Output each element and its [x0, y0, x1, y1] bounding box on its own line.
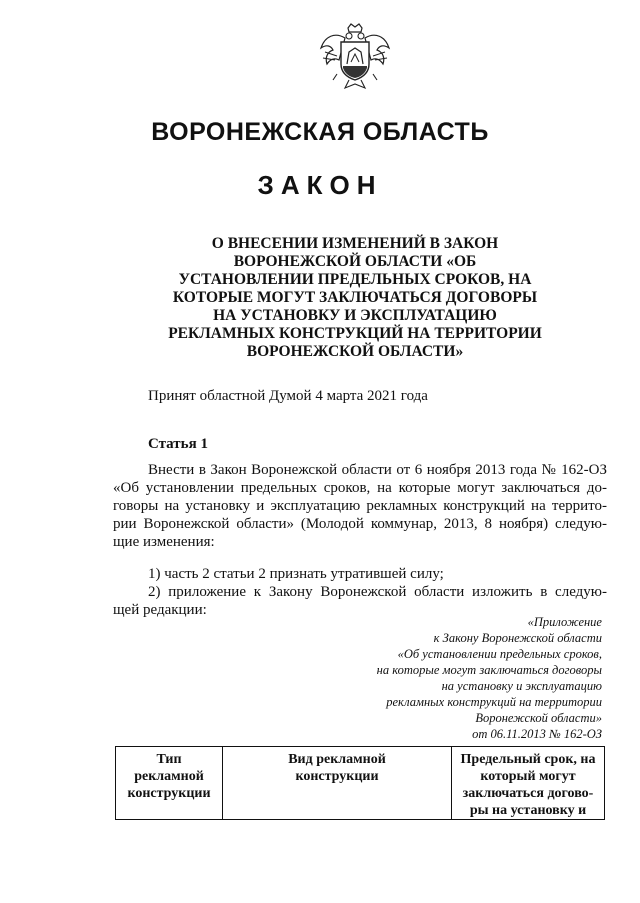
list-item: 1) часть 2 статьи 2 признать утратившей силу; [148, 566, 444, 582]
header-cell-term [452, 747, 605, 820]
region-title: ВОРОНЕЖСКАЯ ОБЛАСТЬ [151, 118, 489, 146]
text-line: «Об установлении предельных сроков, на которые могут заключаться до- [113, 480, 607, 496]
list-item: щей редакции: [113, 602, 207, 618]
header-text: заключаться догово- [462, 786, 594, 801]
header-cell-kind [223, 747, 452, 820]
appendix-line: «Приложение [527, 615, 602, 629]
appendix-note [302, 614, 602, 742]
header-text: ры на установку и [469, 803, 587, 818]
header-cell-type [116, 747, 223, 820]
appendix-line: к Закону Воронежской области [433, 631, 602, 645]
law-name-line: РЕКЛАМНЫХ КОНСТРУКЦИЙ НА ТЕРРИТОРИИ [168, 325, 542, 342]
law-name-line: ВОРОНЕЖСКОЙ ОБЛАСТИ «ОБ [233, 253, 477, 270]
header-text: который могут [480, 769, 576, 784]
header-text: Предельный срок, на [460, 752, 596, 767]
header-text: конструкции [127, 786, 211, 801]
appendix-line: на которые могут заключаться договоры [376, 663, 602, 677]
list-item: 2) приложение к Закону Воронежской области изложить в следую- [148, 584, 607, 600]
law-name-line: УСТАНОВЛЕНИИ ПРЕДЕЛЬНЫХ СРОКОВ, НА [178, 271, 532, 288]
table-header-row [116, 747, 605, 820]
article-title: Статья 1 [148, 436, 208, 452]
article-intro [113, 461, 607, 551]
article-items [113, 565, 607, 619]
coat-of-arms-icon [315, 22, 395, 92]
law-name-line: О ВНЕСЕНИИ ИЗМЕНЕНИЙ В ЗАКОН [211, 235, 499, 252]
header-text: конструкции [295, 769, 379, 784]
text-line: говоры на установку и эксплуатацию рекламных конструкций на террито- [113, 498, 607, 514]
text-line: рии Воронежской области» (Молодой коммунар, 2013, 8 ноября) следую- [113, 516, 607, 532]
adoption-statement: Принят областной Думой 4 марта 2021 года [148, 388, 428, 404]
appendix-line: Воронежской области» [475, 711, 602, 725]
law-name-line: КОТОРЫЕ МОГУТ ЗАКЛЮЧАТЬСЯ ДОГОВОРЫ [172, 289, 538, 306]
header-text: рекламной [134, 769, 204, 784]
appendix-line: рекламных конструкций на территории [386, 695, 602, 709]
header-text: Вид рекламной [288, 752, 386, 767]
limits-table [115, 746, 605, 820]
law-title: ЗАКОН [257, 170, 383, 200]
text-line: щие изменения: [113, 534, 215, 550]
law-name [150, 235, 560, 361]
text-line: Внести в Закон Воронежской области от 6 ноября 2013 года № 162-ОЗ [148, 462, 607, 478]
appendix-line: на установку и эксплуатацию [441, 679, 602, 693]
appendix-line: от 06.11.2013 № 162-ОЗ [472, 727, 602, 741]
header-text: Тип [156, 752, 182, 767]
appendix-line: «Об установлении предельных сроков, [397, 647, 602, 661]
law-name-line: НА УСТАНОВКУ И ЭКСПЛУАТАЦИЮ [213, 307, 497, 324]
law-name-line: ВОРОНЕЖСКОЙ ОБЛАСТИ» [246, 343, 464, 360]
